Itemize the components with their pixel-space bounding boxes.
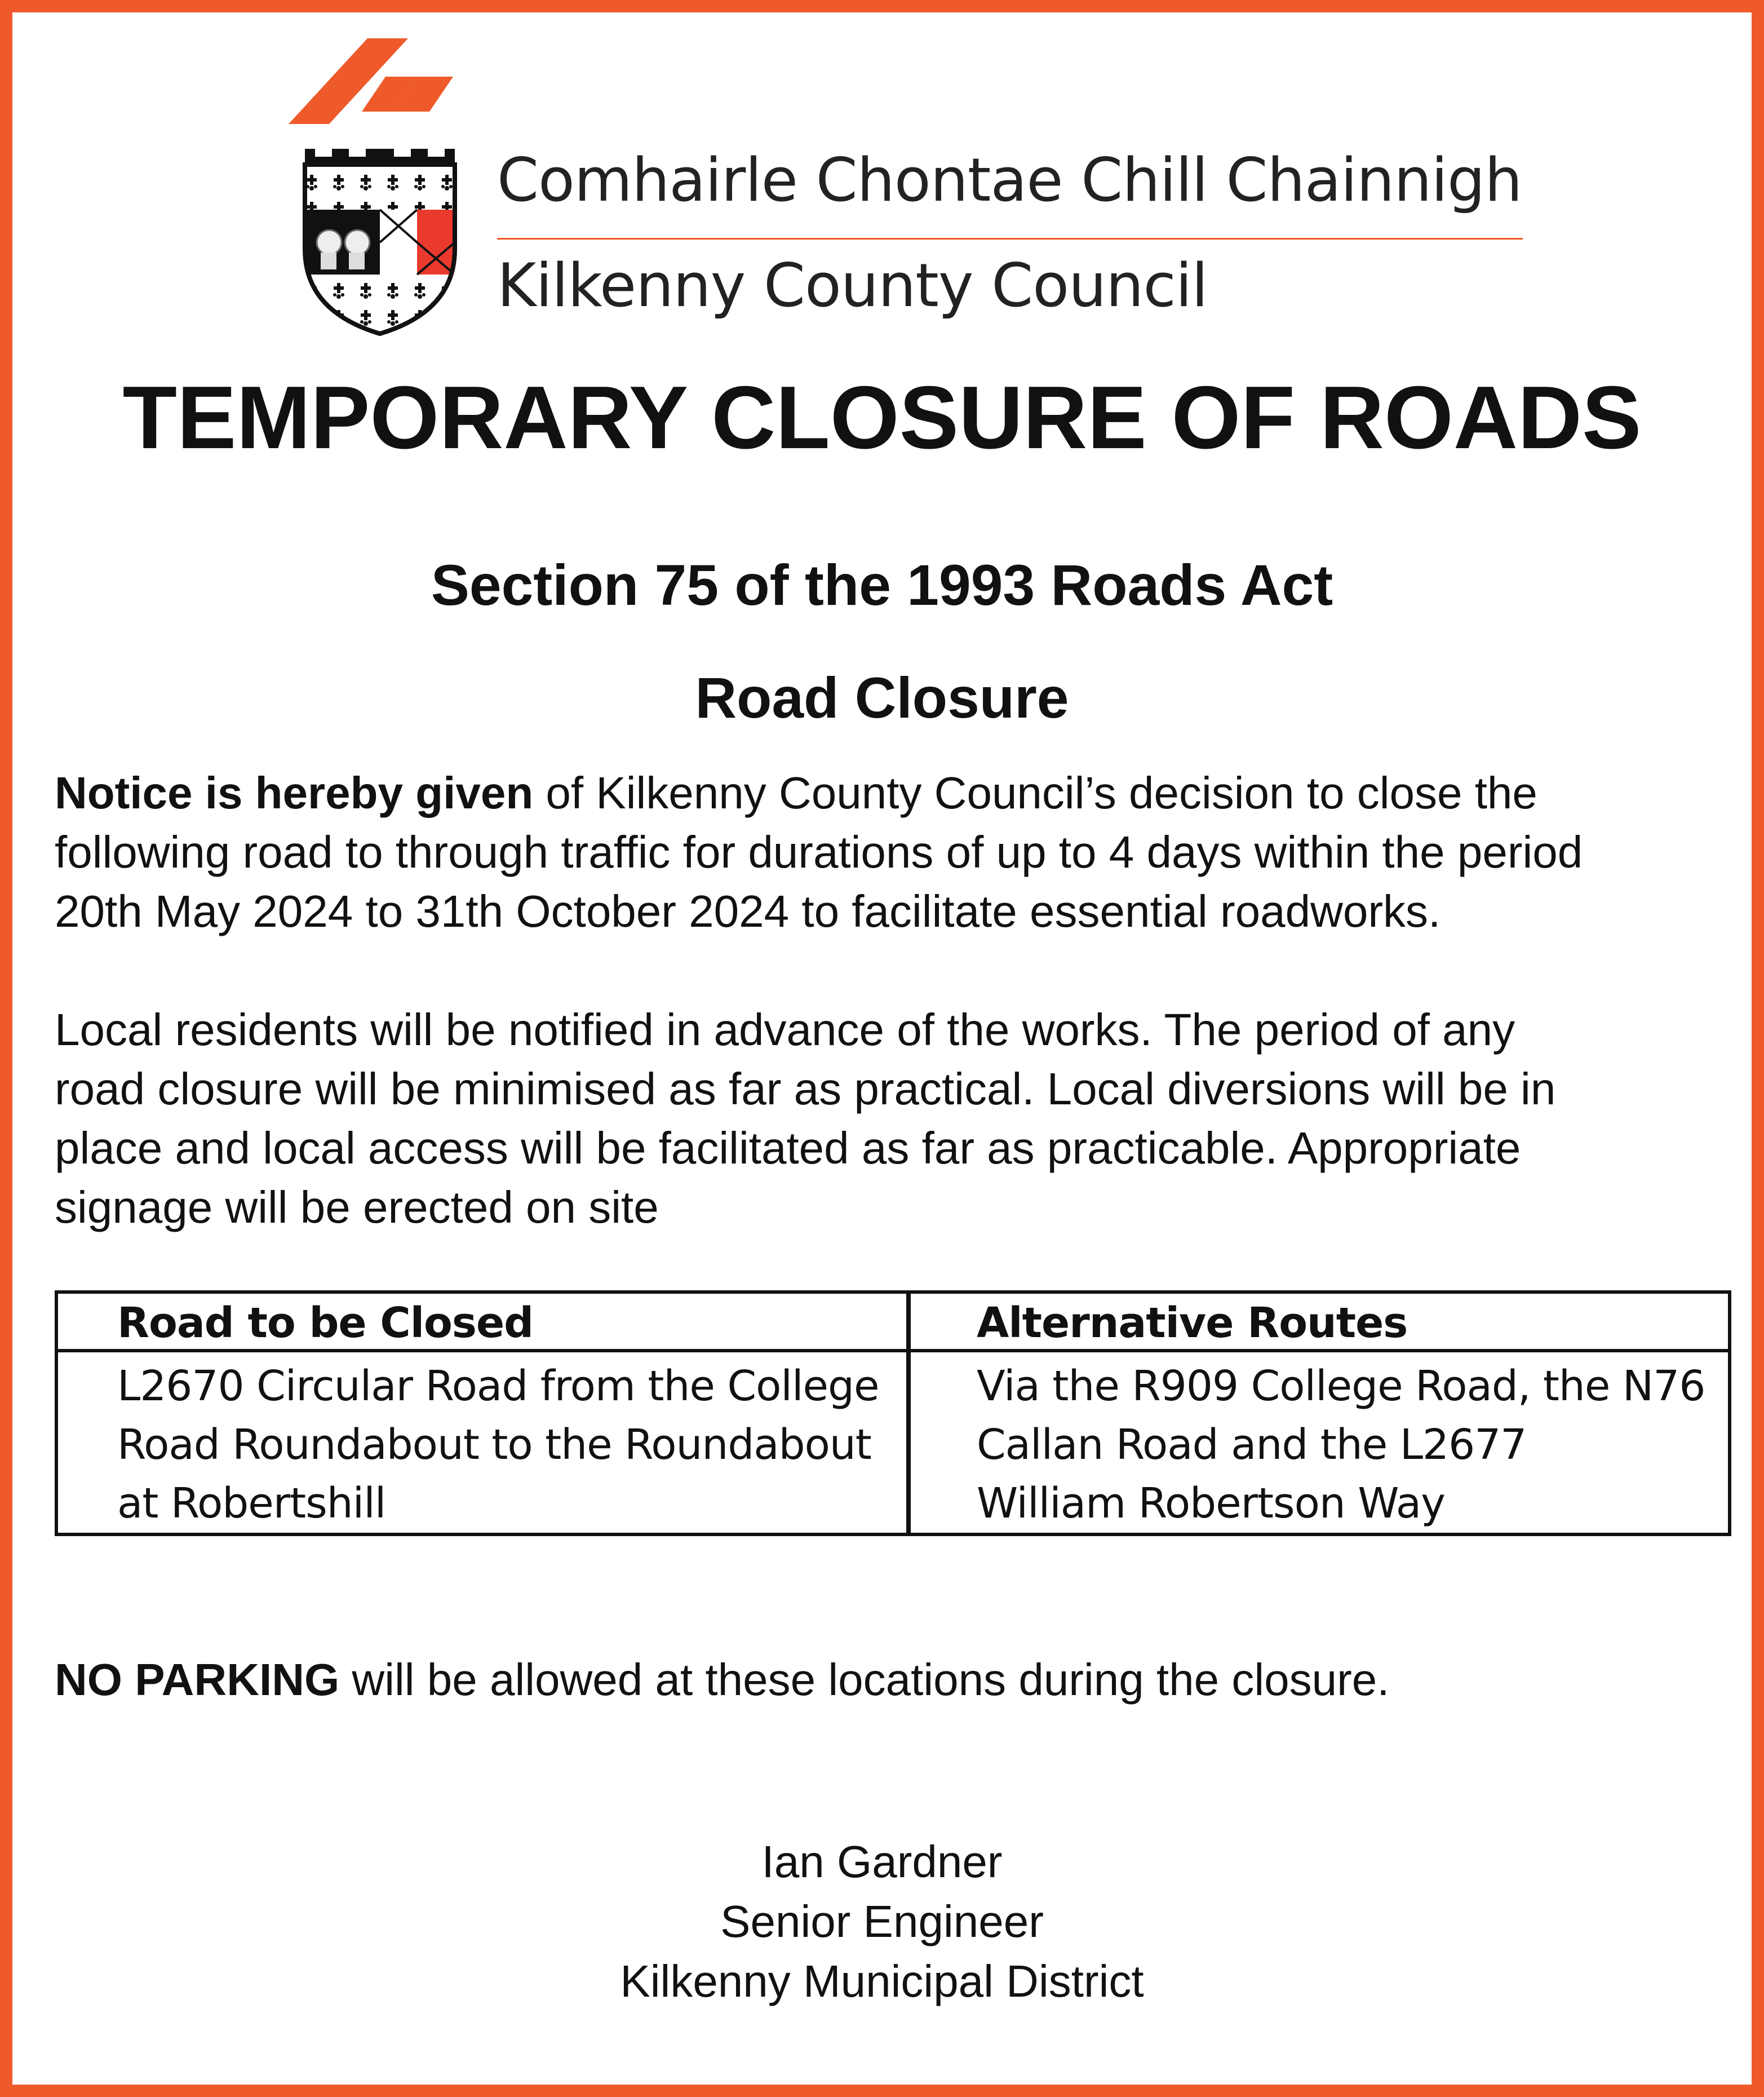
signatory-name: Ian Gardner — [761, 1837, 1003, 1887]
signature-block — [12, 1832, 1752, 2011]
table-column-divider — [906, 1294, 911, 1533]
signatory-role: Senior Engineer — [720, 1896, 1044, 1946]
table-cell-alternative-routes — [977, 1357, 1705, 1533]
kilkenny-crest-icon — [298, 142, 462, 336]
notice-bold-lead: Notice is hereby given — [55, 768, 534, 818]
road-closure-heading: Road Closure — [695, 666, 1069, 730]
cell-line: William Robertson Way — [977, 1479, 1445, 1528]
signatory-district: Kilkenny Municipal District — [620, 1956, 1144, 2006]
paragraph-line: Local residents will be notified in advance of the works. The period of any — [55, 1005, 1515, 1055]
residents-paragraph — [55, 1000, 1555, 1237]
table-cell-road-closed — [117, 1357, 879, 1533]
cell-line: Road Roundabout to the Roundabout — [117, 1421, 871, 1469]
cell-line: L2670 Circular Road from the College — [117, 1362, 879, 1410]
header-divider — [497, 238, 1523, 240]
paragraph-line: 20th May 2024 to 31th October 2024 to facilitate essential roadworks. — [55, 886, 1441, 936]
notice-paragraph — [55, 763, 1583, 941]
no-parking-notice — [55, 1654, 1390, 1705]
paragraph-text: of Kilkenny County Council’s decision to close the — [533, 768, 1537, 818]
cell-line: Callan Road and the L2677 — [977, 1421, 1527, 1469]
paragraph-line: road closure will be minimised as far as practical. Local diversions will be in — [55, 1064, 1556, 1114]
council-name-english: Kilkenny County Council — [497, 251, 1208, 320]
no-parking-bold: NO PARKING — [55, 1654, 340, 1705]
table-header-divider — [58, 1349, 1728, 1352]
paragraph-line: place and local access will be facilitated as far as practicable. Appropriate — [55, 1123, 1521, 1173]
council-name-irish: Comhairle Chontae Chill Chainnigh — [497, 145, 1522, 215]
cell-line: Via the R909 College Road, the N76 — [977, 1362, 1705, 1410]
kk-chevron-logo-icon — [289, 38, 453, 124]
paragraph-line: signage will be erected on site — [55, 1182, 659, 1232]
closure-table — [55, 1290, 1731, 1536]
no-parking-text: will be allowed at these locations during the closure. — [339, 1654, 1390, 1705]
paragraph-line: following road to through traffic for durations of up to 4 days within the period — [55, 827, 1583, 877]
table-header-road-closed: Road to be Closed — [117, 1299, 534, 1347]
notice-title: TEMPORARY CLOSURE OF ROADS — [122, 368, 1642, 467]
paragraph-line — [55, 763, 1583, 822]
table-header-alternative-routes: Alternative Routes — [977, 1299, 1408, 1347]
cell-line: at Robertshill — [117, 1479, 386, 1528]
act-section-heading: Section 75 of the 1993 Roads Act — [431, 553, 1333, 617]
